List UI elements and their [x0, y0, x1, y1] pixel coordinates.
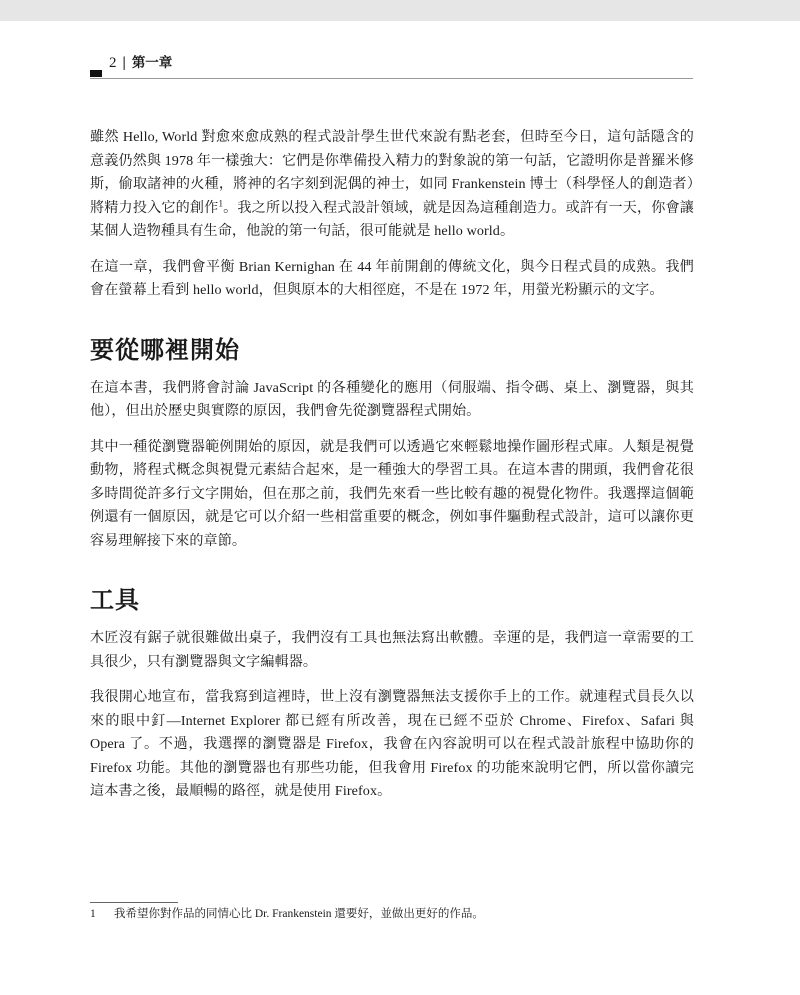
paragraph-javascript-uses: 在這本書，我們將會討論 JavaScript 的各種變化的應用（伺服端、指令碼、桌上、瀏覽器，與其他），但出於歷史與實際的原因，我們會先從瀏覽器程式開始。	[90, 379, 694, 419]
footnote-number: 1	[90, 908, 96, 920]
paragraph-tools-needed: 木匠沒有鋸子就很難做出桌子，我們沒有工具也無法寫出軟體。幸運的是，我們這一章需要的工具很少，只有瀏覽器與文字編輯器。	[90, 630, 694, 670]
page-number: 2	[109, 55, 117, 71]
paragraph-intro	[90, 126, 694, 244]
footnote	[90, 906, 484, 922]
paragraph-intro-continued: 。我之所以投入程式設計領域，就是因為這種創造力。或許有一天，你會讓某個人造物種具有生命，他說的第一句話，很可能就是 hello world。	[90, 199, 695, 239]
chapter-title: 第一章	[131, 55, 173, 71]
running-head	[90, 52, 693, 79]
paragraph-browser-example: 其中一種從瀏覽器範例開始的原因，就是我們可以透過它來輕鬆地操作圖形程式庫。人類是視覺動物，將程式概念與視覺元素結合起來，是一種強大的學習工具。在這本書的開頭，我們會花很多時間從許多行文字開始，但在那之前，我們先來看一些比較有趣的視覺化物件。我選擇這個範例還有一個原因，就是它可以介紹一些相當重要的概念，例如事件驅動程式設計，這可以讓你更容易理解接下來的章節。	[90, 438, 694, 549]
paragraph-intro-text: 雖然 Hello, World 對愈來愈成熟的程式設計學生世代來說有點老套，但時至今日，這句話隱含的意義仍然與 1978 年一樣強大：它們是你準備投入精力的對象說的第一句話，它證明你是普羅米修斯，偷取諸神的火種，將神的名字刻到泥偶的神士，如同 Frankenstein 博士（科學怪人的創造者）將精力投入它的創作	[90, 129, 694, 216]
page-body	[90, 126, 694, 816]
footnote-divider	[90, 902, 178, 903]
section-heading-where-to-start: 要從哪裡開始	[90, 335, 240, 364]
footnote-reference[interactable]: 1	[218, 197, 224, 208]
section-heading-tools: 工具	[90, 586, 140, 614]
top-gray-band	[0, 0, 800, 21]
footnote-text: 我希望你對作品的同情心比 Dr. Frankenstein 還要好，並做出更好的作品。	[114, 908, 484, 920]
running-head-text	[109, 53, 172, 73]
running-head-separator: |	[122, 55, 126, 71]
paragraph-browser-choice: 我很開心地宣布，當我寫到這裡時，世上沒有瀏覽器無法支援你手上的工作。就連程式員長久以來的眼中釘—Internet Explorer 都已經有所改善，現在已經不亞於 Chrome、Firefox、Safari 與 Opera 了。不過，我選擇的瀏覽器是 Firefox，我會在內容說明可以在程式設計旅程中協助你的 Firefox 功能。其他的瀏覽器也有那些功能，但我會用 Firefox 的功能來說明它們，所以當你讀完這本書之後，最順暢的路徑，就是使用 Firefox。	[90, 689, 694, 799]
running-head-marker	[90, 70, 102, 77]
paragraph-kernighan: 在這一章，我們會平衡 Brian Kernighan 在 44 年前開創的傳統文化，與今日程式員的成熟。我們會在螢幕上看到 hello world，但與原本的大相徑庭，不是在 1972 年，用螢光粉顯示的文字。	[90, 258, 694, 298]
